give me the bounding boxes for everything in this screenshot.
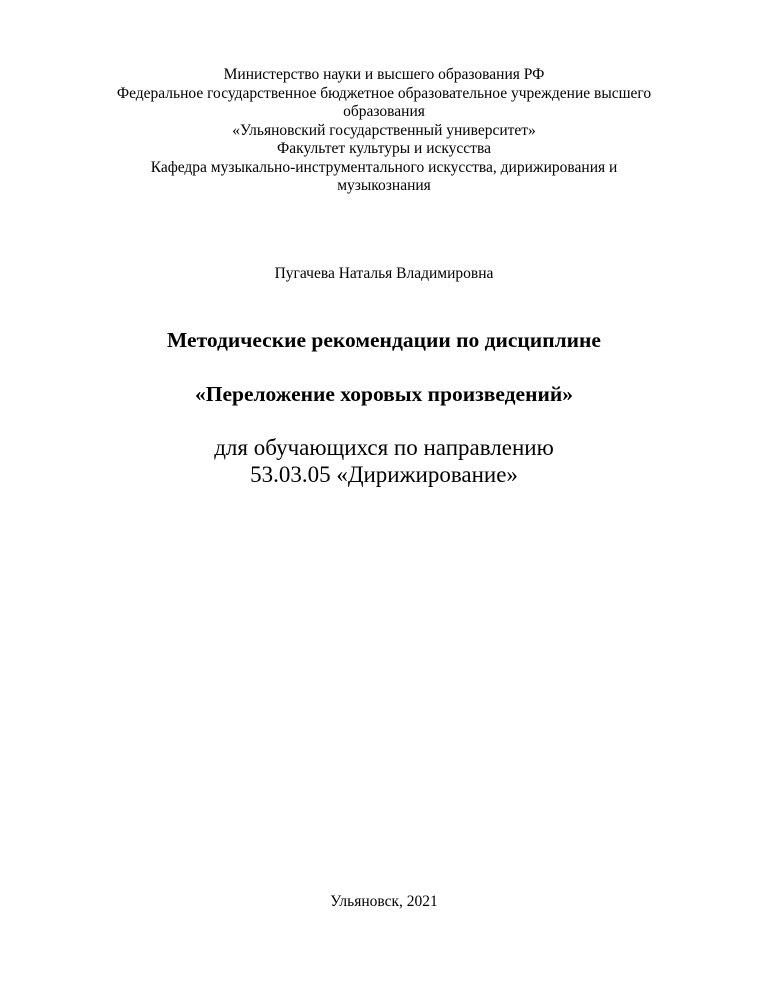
discipline-title: «Переложение хоровых произведений» xyxy=(194,382,574,406)
university-name: «Ульяновский государственный университет» xyxy=(232,121,536,139)
institution-type-line-continued: образования xyxy=(343,103,425,120)
department-name: Кафедра музыкально-инструментального искусства, дирижирования и xyxy=(150,158,618,176)
institution-header xyxy=(60,66,708,196)
author-name: Пугачева Наталья Владимировна xyxy=(274,265,494,282)
ministry-line: Министерство науки и высшего образования РФ xyxy=(223,66,545,83)
institution-type-line: Федеральное государственное бюджетное образовательное учреждение высшего xyxy=(116,84,652,102)
document-title: Методические рекомендации по дисциплине xyxy=(167,328,601,352)
city-year: Ульяновск, 2021 xyxy=(330,893,438,910)
direction-line-1: для обучающихся по направлению xyxy=(214,435,554,460)
faculty-name: Факультет культуры и искусства xyxy=(277,140,491,157)
department-name-continued: музыкознания xyxy=(337,177,431,194)
direction-line-2: 53.03.05 «Дирижирование» xyxy=(250,462,518,487)
study-direction xyxy=(0,434,768,488)
